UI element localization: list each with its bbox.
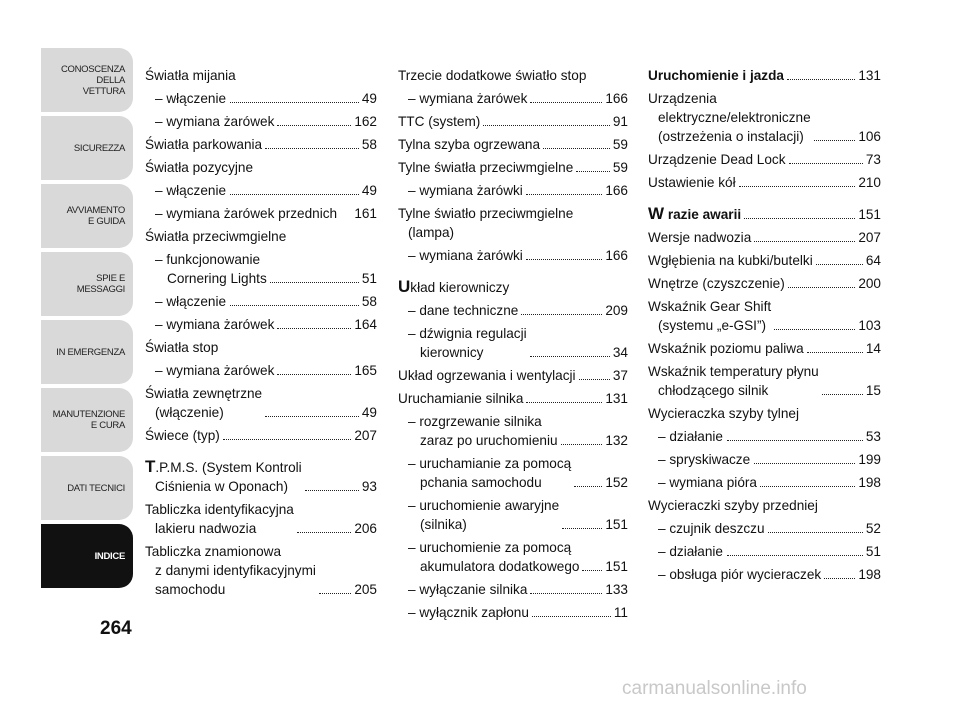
index-entry[interactable]	[648, 362, 881, 400]
index-entry-page: 133	[605, 582, 628, 597]
index-entry-text: Wycieraczka szyby tylnej	[648, 406, 799, 421]
index-entry[interactable]	[648, 89, 881, 146]
index-entry-text: – obsługa piór wycieraczek	[658, 567, 822, 582]
index-entry-text: – spryskiwacze	[658, 452, 751, 467]
index-entry[interactable]	[145, 89, 377, 108]
index-entry-text: Układ kierowniczy	[398, 277, 510, 296]
dot-leader	[526, 194, 602, 195]
index-entry-page: 207	[858, 230, 881, 245]
index-entry-page: 59	[612, 137, 628, 152]
index-entry-text: Światła pozycyjne	[145, 160, 254, 175]
index-entry-page: 53	[865, 429, 881, 444]
index-entry[interactable]	[398, 538, 628, 576]
index-entry-page: 52	[865, 521, 881, 536]
index-entry-page: 200	[858, 276, 881, 291]
dot-leader	[822, 394, 863, 395]
dot-leader	[483, 125, 610, 126]
index-entry-text: Urządzenia elektryczne/elektroniczne (ostrzeżenia o instalacji)	[648, 91, 811, 144]
index-entry[interactable]	[145, 204, 377, 223]
index-entry-page: 51	[361, 271, 377, 286]
index-entry[interactable]	[398, 246, 628, 265]
index-entry[interactable]	[398, 66, 628, 85]
dot-leader	[576, 171, 610, 172]
index-entry[interactable]	[145, 112, 377, 131]
index-entry-page: 34	[612, 345, 628, 360]
index-entry-text: Urządzenie Dead Lock	[648, 152, 786, 167]
index-entry-page: 37	[612, 368, 628, 383]
index-entry-page: 162	[354, 114, 377, 129]
index-entry-page: 206	[354, 521, 377, 536]
tab-sicurezza[interactable]: SICUREZZA	[41, 116, 133, 180]
index-entry[interactable]	[145, 426, 377, 445]
index-entry-text: – włączenie	[155, 91, 227, 106]
index-entry-text: Światła mijania	[145, 68, 236, 83]
dot-leader	[530, 593, 602, 594]
index-entry-page: 93	[361, 479, 377, 494]
index-entry-page: 131	[605, 391, 628, 406]
index-entry-text: Wskaźnik temperatury płynu chłodzącego silnik	[648, 364, 819, 398]
dot-leader	[530, 356, 610, 357]
index-entry-page: 210	[858, 175, 881, 190]
index-entry-text: T.P.M.S. (System Kontroli Ciśnienia w Oponach)	[145, 457, 302, 494]
dot-leader	[265, 416, 359, 417]
index-entry-page: 59	[612, 160, 628, 175]
index-entry-text: Ustawienie kół	[648, 175, 736, 190]
index-entry-text: Układ ogrzewania i wentylacji	[398, 368, 576, 383]
index-entry-page: 49	[361, 183, 377, 198]
dot-leader	[824, 578, 855, 579]
index-entry-text: – wymiana żarówek	[155, 363, 275, 378]
index-entry-text: Światła zewnętrzne (włączenie)	[145, 386, 263, 420]
index-entry-text: Uruchomienie i jazda	[648, 68, 784, 83]
dot-leader	[319, 593, 351, 594]
index-entry[interactable]	[648, 519, 881, 538]
index-entry-text: – uruchomienie awaryjne (silnika)	[408, 498, 560, 532]
index-entry-text: – wymiana żarówki	[408, 248, 523, 263]
tab-spie[interactable]: SPIE E MESSAGGI	[41, 252, 133, 316]
index-entry[interactable]	[145, 338, 377, 357]
index-entry-page: 164	[354, 317, 377, 332]
index-entry[interactable]	[398, 389, 628, 408]
index-entry-text: – czujnik deszczu	[658, 521, 765, 536]
page-number: 264	[100, 618, 132, 639]
index-entry-page: 151	[858, 207, 881, 222]
dot-leader	[774, 329, 855, 330]
index-entry[interactable]	[648, 450, 881, 469]
dot-leader	[816, 264, 863, 265]
index-entry-text: – działanie	[658, 544, 723, 559]
index-entry-text: – wymiana żarówek przednich	[155, 206, 338, 221]
index-entry-text: Tylne światło przeciwmgielne (lampa)	[398, 206, 574, 240]
index-entry[interactable]	[398, 412, 628, 450]
index-entry[interactable]	[145, 250, 377, 288]
index-entry-text: Wskaźnik poziomu paliwa	[648, 341, 804, 356]
tab-emergenza[interactable]: IN EMERGENZA	[41, 320, 133, 384]
index-entry-text: Wgłębienia na kubki/butelki	[648, 253, 813, 268]
dot-leader	[754, 241, 855, 242]
index-entry[interactable]	[648, 427, 881, 446]
index-entry-text: – wyłączanie silnika	[408, 582, 528, 597]
dot-leader	[574, 486, 602, 487]
index-entry-text: W razie awarii	[648, 204, 742, 223]
index-entry-text: – działanie	[658, 429, 723, 444]
index-entry[interactable]	[398, 277, 628, 297]
dot-leader	[530, 102, 602, 103]
dot-leader	[768, 532, 863, 533]
index-entry-page: 209	[605, 303, 628, 318]
index-entry[interactable]	[648, 297, 881, 335]
index-entry[interactable]	[648, 204, 881, 224]
tab-manutenzione[interactable]: MANUTENZIONE E CURA	[41, 388, 133, 452]
index-entry-text: TTC (system)	[398, 114, 481, 129]
index-entry[interactable]	[145, 361, 377, 380]
index-entry-page: 91	[612, 114, 628, 129]
dot-leader	[754, 463, 855, 464]
index-entry-page: 132	[605, 433, 628, 448]
index-entry-text: – wymiana żarówki	[408, 183, 523, 198]
dot-leader	[787, 79, 855, 80]
index-entry-text: Światła przeciwmgielne	[145, 229, 287, 244]
index-entry-text: – włączenie	[155, 294, 227, 309]
dot-leader	[305, 490, 359, 491]
index-entry-text: Światła stop	[145, 340, 219, 355]
index-entry-page: 205	[354, 582, 377, 597]
dot-leader	[230, 102, 359, 103]
index-entry-page: 166	[605, 183, 628, 198]
section-tabs	[41, 48, 133, 592]
dot-leader	[727, 440, 863, 441]
index-entry[interactable]	[398, 580, 628, 599]
index-entry[interactable]	[398, 112, 628, 131]
index-entry-page: 58	[361, 137, 377, 152]
index-entry[interactable]	[145, 542, 377, 599]
index-entry[interactable]	[398, 454, 628, 492]
index-entry-page: 64	[865, 253, 881, 268]
dot-leader	[265, 148, 359, 149]
index-entry[interactable]	[145, 315, 377, 334]
dot-leader	[277, 374, 351, 375]
dot-leader	[521, 314, 602, 315]
index-entry[interactable]	[398, 496, 628, 534]
dot-leader	[526, 402, 602, 403]
index-entry[interactable]	[145, 66, 377, 85]
dot-leader	[297, 532, 351, 533]
index-entry-text: – funkcjonowanie Cornering Lights	[155, 252, 267, 286]
index-entry-page: 198	[858, 475, 881, 490]
index-entry-text: Uruchamianie silnika	[398, 391, 524, 406]
index-column-2	[398, 66, 628, 626]
index-entry-text: Wycieraczki szyby przedniej	[648, 498, 818, 513]
index-entry-page: 15	[865, 383, 881, 398]
index-entry-text: – dźwignia regulacji kierownicy	[408, 326, 527, 360]
dot-leader	[532, 616, 611, 617]
index-column-3	[648, 66, 881, 588]
dot-leader	[727, 555, 863, 556]
index-entry[interactable]	[398, 181, 628, 200]
index-entry-page: 103	[858, 318, 881, 333]
index-entry-page: 51	[865, 544, 881, 559]
index-entry-text: Tylne światła przeciwmgielne	[398, 160, 574, 175]
index-entry[interactable]	[145, 500, 377, 538]
section-initial: T	[145, 457, 156, 476]
index-entry-text: – wymiana żarówek	[408, 91, 528, 106]
index-entry-text: Wnętrze (czyszczenie)	[648, 276, 785, 291]
index-entry[interactable]	[648, 228, 881, 247]
index-entry[interactable]	[648, 173, 881, 192]
dot-leader	[543, 148, 610, 149]
index-entry[interactable]	[145, 158, 377, 177]
index-entry[interactable]	[648, 150, 881, 169]
tab-indice[interactable]: INDICE	[41, 524, 133, 588]
index-entry[interactable]	[398, 135, 628, 154]
index-entry[interactable]	[648, 251, 881, 270]
index-entry[interactable]	[648, 339, 881, 358]
index-entry[interactable]	[398, 301, 628, 320]
tab-dati-tecnici[interactable]: DATI TECNICI	[41, 456, 133, 520]
index-entry-page: 161	[354, 206, 377, 221]
dot-leader	[744, 218, 855, 219]
index-entry-page: 11	[613, 605, 628, 620]
dot-leader	[277, 328, 351, 329]
index-entry-text: Trzecie dodatkowe światło stop	[398, 68, 587, 83]
index-entry-page: 151	[605, 559, 628, 574]
index-entry[interactable]	[398, 158, 628, 177]
dot-leader	[561, 444, 603, 445]
index-entry-page: 151	[605, 517, 628, 532]
index-entry[interactable]	[648, 542, 881, 561]
index-entry-page: 166	[605, 248, 628, 263]
index-entry[interactable]	[398, 324, 628, 362]
index-entry[interactable]	[398, 366, 628, 385]
index-entry-text: Świece (typ)	[145, 428, 220, 443]
index-entry-text: – wyłącznik zapłonu	[408, 605, 529, 620]
dot-leader	[562, 528, 602, 529]
index-entry-page: 166	[605, 91, 628, 106]
index-entry[interactable]	[145, 384, 377, 422]
index-entry-text: – wymiana żarówek	[155, 114, 275, 129]
index-entry-page: 73	[865, 152, 881, 167]
section-initial: U	[398, 277, 411, 296]
index-entry[interactable]	[648, 496, 881, 515]
index-entry-page: 198	[858, 567, 881, 582]
index-entry[interactable]	[398, 89, 628, 108]
index-entry[interactable]	[145, 457, 377, 496]
watermark: carmanualsonline.info	[622, 678, 807, 699]
index-entry[interactable]	[648, 274, 881, 293]
index-column-1	[145, 66, 377, 603]
index-entry[interactable]	[648, 66, 881, 85]
index-entry-page: 152	[605, 475, 628, 490]
index-entry-page: 199	[858, 452, 881, 467]
index-entry-text: – wymiana żarówek	[155, 317, 275, 332]
index-entry-page: 165	[354, 363, 377, 378]
index-entry-page: 106	[858, 129, 881, 144]
dot-leader	[579, 379, 610, 380]
index-entry-text: Tabliczka znamionowa z danymi identyfikacyjnymi samochodu	[145, 544, 316, 597]
dot-leader	[814, 140, 856, 141]
index-entry-text: – rozgrzewanie silnika zaraz po uruchomieniu	[408, 414, 558, 448]
index-entry-text: – włączenie	[155, 183, 227, 198]
index-entry-page: 207	[354, 428, 377, 443]
index-entry-text: Tabliczka identyfikacyjna lakieru nadwozia	[145, 502, 294, 536]
index-entry-text: Wskaźnik Gear Shift (systemu „e-GSI”)	[648, 299, 772, 333]
dot-leader	[526, 259, 602, 260]
index-entry[interactable]	[648, 565, 881, 584]
index-entry[interactable]	[398, 603, 628, 622]
index-entry-text: – wymiana pióra	[658, 475, 757, 490]
index-entry[interactable]	[648, 473, 881, 492]
index-entry[interactable]	[145, 227, 377, 246]
dot-leader	[807, 352, 863, 353]
dot-leader	[760, 486, 855, 487]
index-entry-page: 49	[361, 405, 377, 420]
index-entry-page: 131	[858, 68, 881, 83]
index-entry[interactable]	[145, 135, 377, 154]
dot-leader	[230, 194, 359, 195]
dot-leader	[223, 439, 352, 440]
index-entry-text: Tylna szyba ogrzewana	[398, 137, 541, 152]
index-entry-page: 49	[361, 91, 377, 106]
dot-leader	[789, 163, 863, 164]
dot-leader	[270, 282, 359, 283]
index-entry-text: – uruchomienie za pomocą akumulatora dodatkowego	[408, 540, 580, 574]
index-entry-text: – uruchamianie za pomocą pchania samochodu	[408, 456, 572, 490]
dot-leader	[277, 125, 351, 126]
tab-conoscenza[interactable]: CONOSCENZA DELLA VETTURA	[41, 48, 133, 112]
index-entry-text: Wersje nadwozia	[648, 230, 752, 245]
index-entry[interactable]	[145, 181, 377, 200]
index-entry-text: Światła parkowania	[145, 137, 263, 152]
index-entry-page: 58	[361, 294, 377, 309]
dot-leader	[739, 186, 856, 187]
dot-leader	[788, 287, 856, 288]
section-initial: W	[648, 204, 665, 223]
index-entry[interactable]	[648, 404, 881, 423]
index-entry-text: – dane techniczne	[408, 303, 519, 318]
dot-leader	[582, 570, 602, 571]
index-entry-page: 14	[865, 341, 881, 356]
dot-leader	[230, 305, 359, 306]
index-entry[interactable]	[145, 292, 377, 311]
index-entry[interactable]	[398, 204, 628, 242]
tab-avviamento[interactable]: AVVIAMENTO E GUIDA	[41, 184, 133, 248]
